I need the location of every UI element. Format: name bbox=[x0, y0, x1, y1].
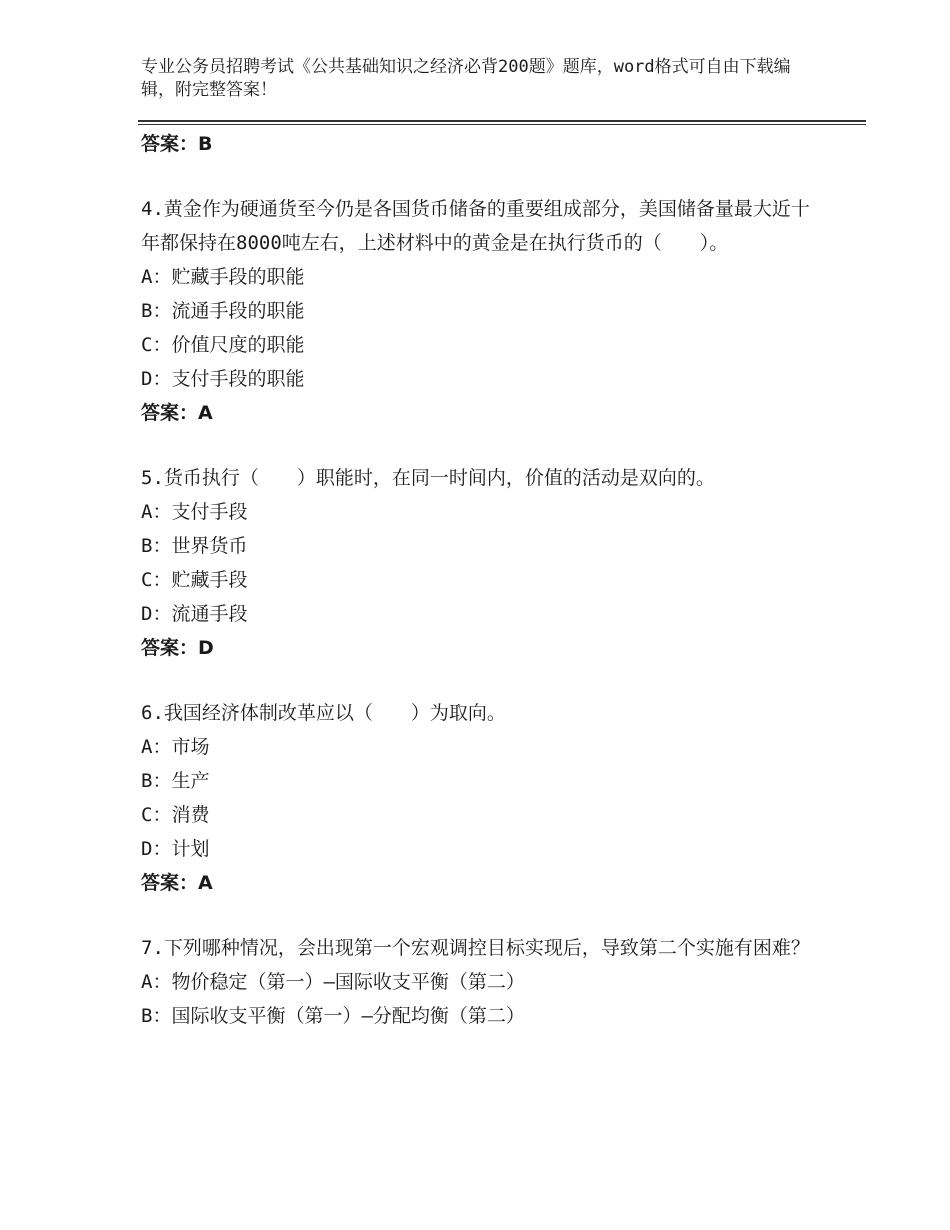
option-c: C：贮藏手段 bbox=[141, 569, 248, 591]
option-c: C：价值尺度的职能 bbox=[141, 334, 305, 356]
option-d: D：支付手段的职能 bbox=[141, 368, 305, 390]
option-a: A：支付手段 bbox=[141, 501, 248, 523]
answer: 答案：A bbox=[141, 402, 213, 424]
option-c: C：消费 bbox=[141, 804, 210, 826]
option-b: B：国际收支平衡（第一）—分配均衡（第二） bbox=[141, 1005, 525, 1027]
question-4 bbox=[141, 192, 821, 430]
header-divider bbox=[138, 120, 866, 125]
question-7 bbox=[141, 931, 821, 1033]
option-d: D：计划 bbox=[141, 838, 210, 860]
option-a: A：物价稳定（第一）—国际收支平衡（第二） bbox=[141, 971, 525, 993]
question-6 bbox=[141, 696, 821, 900]
option-a: A：贮藏手段的职能 bbox=[141, 266, 305, 288]
page-header: 专业公务员招聘考试《公共基础知识之经济必背200题》题库，word格式可自由下载编辑，附完整答案！ bbox=[141, 57, 791, 100]
answer-q3: 答案：B bbox=[141, 133, 213, 155]
question-5 bbox=[141, 461, 821, 665]
option-b: B：生产 bbox=[141, 770, 210, 792]
question-text: 5.货币执行（ ）职能时，在同一时间内，价值的活动是双向的。 bbox=[141, 467, 715, 489]
question-text: 4.黄金作为硬通货至今仍是各国货币储备的重要组成部分，美国储备量最大近十年都保持在8000吨左右，上述材料中的黄金是在执行货币的（ ）。 bbox=[141, 198, 810, 254]
question-text: 7.下列哪种情况，会出现第一个宏观调控目标实现后，导致第二个实施有困难？ bbox=[141, 937, 810, 959]
question-text: 6.我国经济体制改革应以（ ）为取向。 bbox=[141, 702, 506, 724]
option-b: B：流通手段的职能 bbox=[141, 300, 305, 322]
document-body bbox=[141, 127, 821, 1033]
answer: 答案：D bbox=[141, 637, 214, 659]
option-b: B：世界货币 bbox=[141, 535, 248, 557]
answer: 答案：A bbox=[141, 872, 213, 894]
option-a: A：市场 bbox=[141, 736, 210, 758]
option-d: D：流通手段 bbox=[141, 603, 248, 625]
